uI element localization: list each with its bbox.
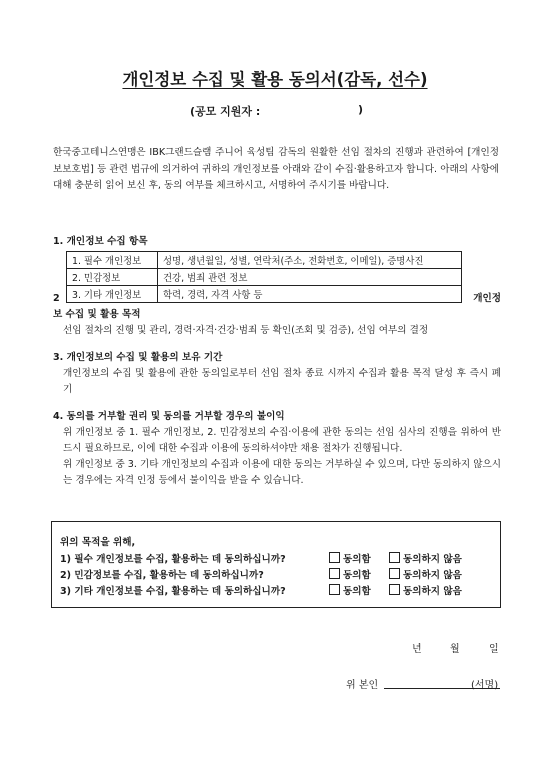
intro-paragraph: 한국중고테니스연맹은 IBK그랜드슬램 주니어 육성팀 감독의 원활한 선임 절차의 진행과 관련하여 [개인정보보호법] 등 관련 법규에 의거하여 귀하의 개인정보를 아래와 같이 수집·활용하고자 합니다. 아래의 사항에 대해 충분히 읽어 보신 후, 동의 여부를 체크하시고, 서명하여 주시기를 바랍니다.: [53, 147, 499, 191]
item-value: 건강, 범죄 관련 정보: [158, 269, 462, 286]
consent-intro: 위의 목적을 위해,: [60, 537, 136, 548]
section-3: [53, 350, 501, 398]
section-1-heading: 1. 개인정보 수집 항목: [53, 236, 148, 247]
item-label: 2. 민감정보: [67, 269, 158, 286]
consent-question-3: 3) 기타 개인정보를 수집, 활용하는 데 동의하십니까?: [60, 586, 286, 597]
section-2-body: 선임 절차의 진행 및 관리, 경력·자격·건강·범죄 등 확인(조회 및 검증), 선임 여부의 결정: [63, 325, 429, 336]
disagree-option-3[interactable]: 동의하지 않음: [389, 583, 462, 597]
section-4-body-1: 위 개인정보 중 1. 필수 개인정보, 2. 민감정보의 수집·이용에 관한 동의는 선임 심사의 진행을 위하여 반드시 필요하므로, 이에 대한 수집과 이용에 동의하셔야만 채용 절차가 진행됩니다.: [63, 427, 501, 454]
agree-checkbox-3[interactable]: [329, 584, 340, 595]
item-value: 성명, 생년월일, 성별, 연락처(주소, 전화번호, 이메일), 증명사진: [158, 252, 462, 269]
table-row: [67, 252, 462, 269]
item-label: 3. 기타 개인정보: [67, 286, 158, 303]
table-row: [67, 269, 462, 286]
section-2-heading-number: 2: [53, 293, 60, 304]
applicant-line: [190, 103, 364, 119]
disagree-checkbox-1[interactable]: [389, 552, 400, 563]
section-2-heading-tail: 개인정: [473, 293, 501, 304]
signer-label: 위 본인: [346, 680, 379, 691]
agree-checkbox-1[interactable]: [329, 552, 340, 563]
section-3-heading: 3. 개인정보의 수집 및 활용의 보유 기간: [53, 352, 223, 363]
date-year: 년: [412, 644, 422, 655]
item-value: 학력, 경력, 자격 사항 등: [158, 286, 462, 303]
item-label: 1. 필수 개인정보: [67, 252, 158, 269]
applicant-label: (공모 지원자 :: [190, 105, 261, 118]
applicant-close: ): [358, 103, 364, 116]
date-month: 월: [450, 644, 460, 655]
consent-box: [51, 521, 501, 608]
section-1: [53, 234, 501, 250]
consent-question-1: 1) 필수 개인정보를 수집, 활용하는 데 동의하십니까?: [60, 554, 286, 565]
section-4-body-2: 위 개인정보 중 3. 기타 개인정보의 수집과 이용에 대한 동의는 거부하실 수 있으며, 다만 동의하지 않으시는 경우에는 자격 인정 등에서 불이익을 받을 수 있습니다.: [63, 459, 501, 486]
agree-option-2[interactable]: 동의함: [329, 567, 371, 581]
signature-suffix: (서명): [471, 680, 499, 691]
section-4-heading: 4. 동의를 거부할 권리 및 동의를 거부할 경우의 불이익: [53, 411, 285, 422]
section-4: [53, 409, 501, 489]
section-2-heading-cont: 보 수집 및 활용 목적: [53, 309, 141, 320]
consent-question-2: 2) 민감정보를 수집, 활용하는 데 동의하십니까?: [60, 570, 264, 581]
disagree-checkbox-2[interactable]: [389, 568, 400, 579]
disagree-option-1[interactable]: 동의하지 않음: [389, 551, 462, 565]
agree-checkbox-2[interactable]: [329, 568, 340, 579]
date-day: 일: [489, 644, 499, 655]
disagree-checkbox-3[interactable]: [389, 584, 400, 595]
agree-option-1[interactable]: 동의함: [329, 551, 371, 565]
agree-option-3[interactable]: 동의함: [329, 583, 371, 597]
table-row: [67, 286, 462, 303]
items-table: [66, 251, 462, 303]
section-3-body: 개인정보의 수집 및 활용에 관한 동의일로부터 선임 절차 종료 시까지 수집과 활용 목적 달성 후 즉시 폐기: [63, 368, 501, 395]
document-title: 개인정보 수집 및 활용 동의서(감독, 선수): [122, 70, 428, 89]
disagree-option-2[interactable]: 동의하지 않음: [389, 567, 462, 581]
